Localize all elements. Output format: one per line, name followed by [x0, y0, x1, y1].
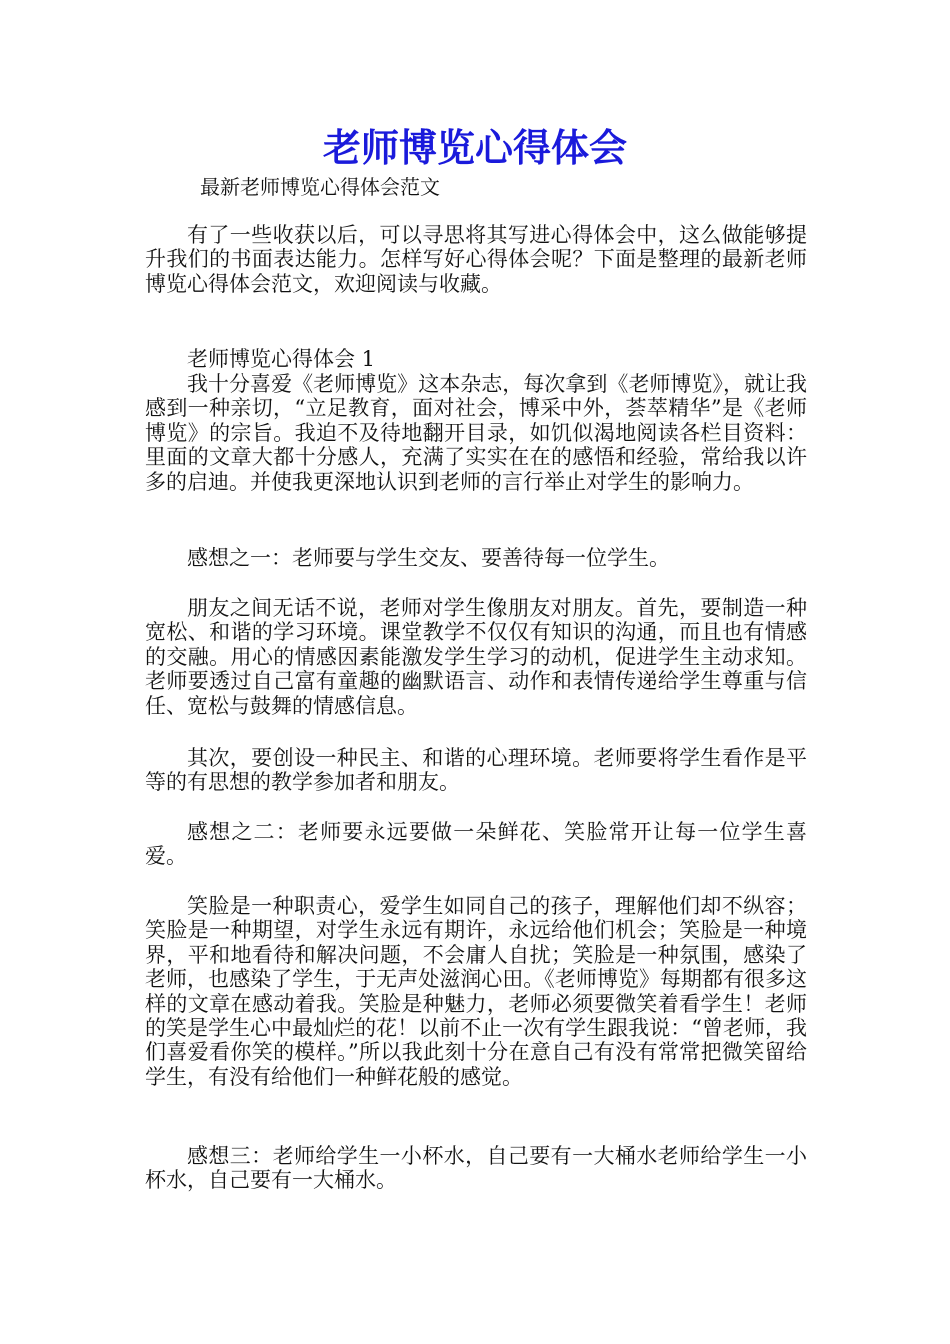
body-paragraph: 其次，要创设一种民主、和谐的心理环境。老师要将学生看作是平等的有思想的教学参加者和朋友。: [145, 746, 807, 795]
document-subtitle: 最新老师博览心得体会范文: [200, 175, 440, 199]
thought-heading: 感想三：老师给学生一小杯水，自己要有一大桶水老师给学生一小杯水，自己要有一大桶水。: [145, 1144, 807, 1193]
thought-heading: 感想之一：老师要与学生交友、要善待每一位学生。: [187, 546, 670, 570]
document-title: 老师博览心得体会: [322, 125, 627, 170]
section-heading: 老师博览心得体会 1: [187, 347, 376, 371]
body-paragraph: 笑脸是一种职责心，爱学生如同自己的孩子，理解他们却不纵容；笑脸是一种期望，对学生永远有期许，永远给他们机会；笑脸是一种境界，平和地看待和解决问题，不会庸人自扰；笑脸是一种氛围，感染了老师，也感染了学生，于无声处滋润心田。《老师博览》每期都有很多这样的文章在感动着我。笑脸是种魅力，老师必须要微笑着看学生！老师的笑是学生心中最灿烂的花！以前不止一次有学生跟我说：“曾老师，我们喜爱看你笑的模样。”所以我此刻十分在意自己有没有常常把微笑留给学生，有没有给他们一种鲜花般的感觉。: [145, 894, 807, 1089]
body-paragraph: 我十分喜爱《老师博览》这本杂志，每次拿到《老师博览》，就让我感到一种亲切，“立足教育，面对社会，博采中外，荟萃精华”是《老师博览》的宗旨。我迫不及待地翻开目录，如饥似渴地阅读各栏目资料：里面的文章大都十分感人，充满了实实在在的感悟和经验，常给我以许多的启迪。并使我更深地认识到老师的言行举止对学生的影响力。: [145, 372, 807, 494]
body-paragraph: 朋友之间无话不说，老师对学生像朋友对朋友。首先，要制造一种宽松、和谐的学习环境。课堂教学不仅仅有知识的沟通，而且也有情感的交融。用心的情感因素能激发学生学习的动机，促进学生主动求知。老师要透过自己富有童趣的幽默语言、动作和表情传递给学生尊重与信任、宽松与鼓舞的情感信息。: [145, 596, 807, 718]
intro-paragraph: 有了一些收获以后，可以寻思将其写进心得体会中，这么做能够提升我们的书面表达能力。怎样写好心得体会呢？下面是整理的最新老师博览心得体会范文，欢迎阅读与收藏。: [145, 223, 807, 296]
thought-heading: 感想之二：老师要永远要做一朵鲜花、笑脸常开让每一位学生喜爱。: [145, 820, 807, 869]
